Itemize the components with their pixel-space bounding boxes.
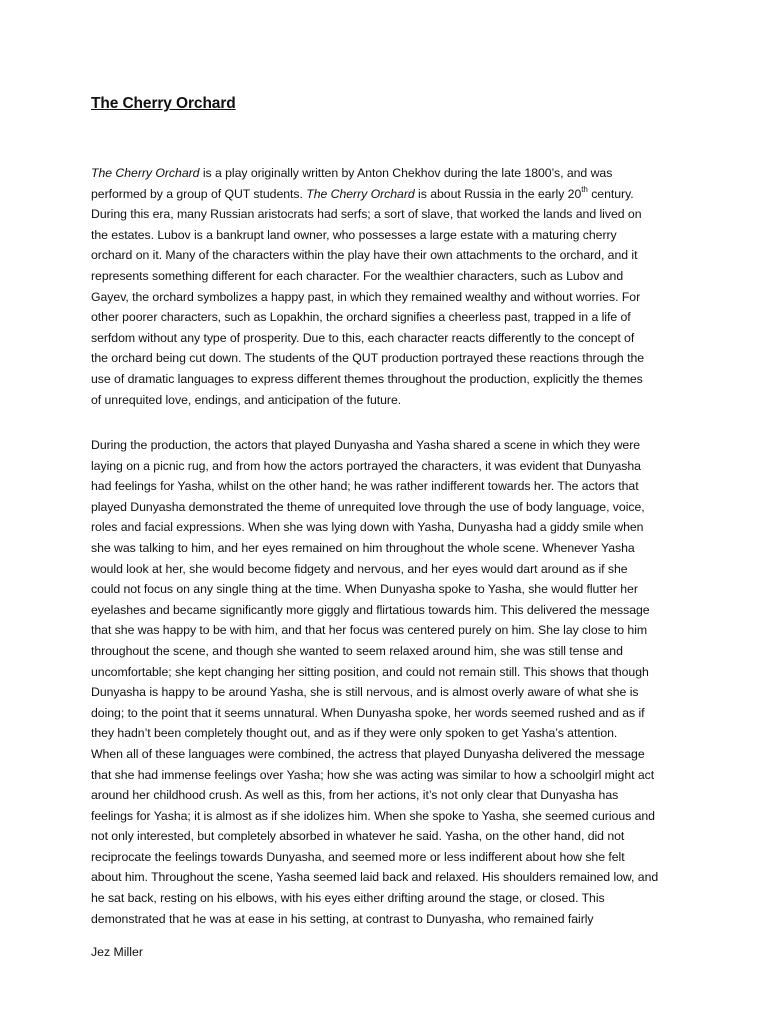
line-text: performed by a group of QUT students.: [91, 186, 307, 201]
line-text: is a play originally written by Anton Chekhov during the late 1800’s, and was: [199, 166, 613, 180]
paragraph-line: [91, 163, 679, 184]
paragraph-line: During this era, many Russian aristocrats had serfs; a sort of slave, that worked the lands and lived on: [91, 207, 642, 222]
paragraph-line: Dunyasha is happy to be around Yasha, she is still nervous, and is almost overly aware of what she is: [91, 685, 639, 700]
paragraph-line: uncomfortable; she kept changing her sitting position, and could not remain still. This shows that though: [91, 664, 649, 679]
paragraph-dunyasha-yasha: [91, 435, 679, 929]
paragraph-line: throughout the scene, and though she wanted to seem relaxed around him, she was still tense and: [91, 643, 623, 658]
play-title-italic: The Cherry Orchard: [306, 186, 415, 201]
paragraph-line: she was talking to him, and her eyes remained on him throughout the whole scene. Whenever Yasha: [91, 540, 635, 555]
paragraph-line: [91, 184, 679, 205]
paragraph-introduction: [91, 163, 679, 410]
paragraph-line: had feelings for Yasha, whilst on the other hand; he was rather indifferent towards her. The actors that: [91, 479, 639, 494]
paragraph-line: use of dramatic languages to express different themes throughout the production, explicitly the themes: [91, 371, 643, 386]
paragraph-line: he sat back, resting on his elbows, with his eyes either drifting around the stage, or closed. This: [91, 891, 605, 906]
paragraph-line: would look at her, she would become fidgety and nervous, and her eyes would dart around as if she: [91, 561, 628, 576]
paragraph-line: During the production, the actors that played Dunyasha and Yasha shared a scene in which they were: [91, 438, 641, 452]
paragraph-line: doing; to the point that it seems unnatural. When Dunyasha spoke, her words seemed rushed and as if: [91, 705, 645, 720]
ordinal-superscript: th: [581, 184, 588, 194]
paragraph-line: laying on a picnic rug, and from how the actors portrayed the characters, it was evident that Dunyasha: [91, 458, 641, 473]
document-title: The Cherry Orchard: [91, 95, 236, 112]
paragraph-line: eyelashes and became significantly more giggly and flirtatious towards him. This delivered the message: [91, 602, 650, 617]
paragraph-line: the estates. Lubov is a bankrupt land owner, who possesses a large estate with a maturing cherry: [91, 227, 617, 242]
line-text: is about Russia in the early 20: [414, 186, 582, 201]
paragraph-line: serfdom without any type of prosperity. Due to this, each character reacts differently to the concept of: [91, 330, 635, 345]
paragraph-line: Gayev, the orchard symbolizes a happy past, in which they remained wealthy and without worries. For: [91, 289, 641, 304]
paragraph-line: orchard on it. Many of the characters within the play have their own attachments to the orchard, and it: [91, 248, 638, 263]
paragraph-line: reciprocate the feelings towards Dunyasha, and seemed more or less indifferent about how she felt: [91, 849, 625, 864]
line-text: century.: [587, 186, 634, 201]
paragraph-line: demonstrated that he was at ease in his setting, at contrast to Dunyasha, who remained fairly: [91, 911, 594, 926]
paragraph-line: could not focus on any single thing at the time. When Dunyasha spoke to Yasha, she would flutter her: [91, 582, 638, 597]
paragraph-line: that she was happy to be with him, and that her focus was centered purely on him. She lay close to him: [91, 623, 648, 638]
paragraph-line: not only interested, but completely absorbed in whatever he said. Yasha, on the other hand, did not: [91, 829, 625, 844]
paragraph-line: they hadn’t been completely thought out, and as if they were only spoken to get Yasha’s attention.: [91, 726, 618, 741]
paragraph-line: When all of these languages were combined, the actress that played Dunyasha delivered the message: [91, 746, 645, 761]
play-title-italic: The Cherry Orchard: [91, 166, 200, 180]
paragraph-line: that she had immense feelings over Yasha; how she was acting was similar to how a schoolgirl might act: [91, 767, 655, 782]
paragraph-line: around her childhood crush. As well as this, from her actions, it’s not only clear that Dunyasha has: [91, 788, 619, 803]
paragraph-line: the orchard being cut down. The students of the QUT production portrayed these reactions through the: [91, 351, 645, 366]
paragraph-line: roles and facial expressions. When she was lying down with Yasha, Dunyasha had a giddy smile when: [91, 520, 644, 535]
paragraph-line: represents something different for each character. For the wealthier characters, such as Lubov and: [91, 268, 624, 283]
author-name: Jez Miller: [91, 945, 143, 959]
paragraph-line: played Dunyasha demonstrated the theme of unrequited love through the use of body language, voice,: [91, 499, 645, 514]
paragraph-line: other poorer characters, such as Lopakhin, the orchard signifies a cheerless past, trapped in a life of: [91, 310, 631, 325]
paragraph-line: about him. Throughout the scene, Yasha seemed laid back and relaxed. His shoulders remained low, and: [91, 870, 659, 885]
paragraph-line: of unrequited love, endings, and anticipation of the future.: [91, 392, 402, 407]
paragraph-line: feelings for Yasha; it is almost as if she idolizes him. When she spoke to Yasha, she seemed curious and: [91, 808, 655, 823]
